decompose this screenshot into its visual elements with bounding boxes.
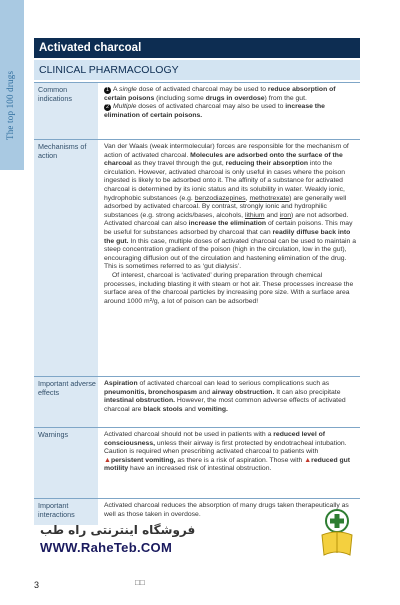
row-label: Common indications — [34, 83, 98, 139]
warning-triangle-icon: ▲ — [104, 456, 111, 464]
footer-glyph: □□ — [135, 578, 145, 587]
row-interactions — [34, 498, 360, 525]
warning-triangle-icon: ▲ — [304, 456, 312, 464]
bullet-two-icon: 2 — [105, 104, 110, 111]
row-content: Aspiration of activated charcoal can lead to serious complications such as pneumonitis, bronchospasm and airway obstruction. It can also precipitate intestinal obstruction. However, the most common adverse effects of activated charcoal are black stools and vomiting. — [104, 380, 346, 413]
row-content: Activated charcoal should not be used in patients with a reduced level of consciousness, unless their airway is first protected by endotracheal intubation. Caution is required when prescribing activated charcoal to patients with ▲persistent vomiting, as there is a risk of aspiration. Those with ▲reduced gut motility have an increased risk of intestinal obstruction. — [104, 431, 351, 473]
row-common-indications — [34, 82, 360, 139]
row-content: Van der Waals (weak intermolecular) forces are responsible for the mechanism of action of activated charcoal. Molecules are adsorbed onto the surface of the charcoal as they travel through the gut, reducing their absorption into the circulation. However, activated charcoal is only useful in cases where the poison ingested is likely to be adsorbed onto it. The affinity of a substance for activated charcoal is determined by its ionic status and its solubility in water. Weakly ionic, hydrophobic substances (e.g. benzodiazepines, methotrexate) are generally well adsorbed by activated charcoal. By contrast, strongly ionic and hydrophilic substances (e.g. strong acids/bases, alcohols, lithium and iron) are not adsorbed. Activated charcoal can also increase the elimination of certain poisons. This may be useful for substances adsorbed by charcoal that can readily diffuse back into the gut. In this case, multiple doses of activated charcoal can be used to maintain a steep concentration gradient of the poison (high in the circulation, low in the gut), encouraging diffusion out of the circulation and hastening elimination of the drug. This is sometimes referred to as ‘gut dialysis’. Of interest, charcoal is ‘activated’ during preparation through chemical processes, including blasting it with steam or hot air. These processes increase the surface area of the charcoal particles by increasing pore size. With a surface area around 1000 m²/g, a lot of poison can be adsorbed! — [104, 143, 356, 305]
page-number: 3 — [34, 580, 40, 590]
row-mechanisms — [34, 139, 360, 376]
link-benzodiazepines[interactable]: benzodiazepines — [194, 194, 246, 202]
link-iron[interactable]: iron — [279, 211, 292, 219]
watermark-persian-text: فروشگاه اینترنتی راه طب — [40, 523, 196, 537]
watermark-url: WWW.RaheTeb.COM — [40, 540, 173, 555]
row-content: Activated charcoal reduces the absorption of many drugs taken therapeutically as well as those taken in overdose. — [104, 502, 349, 518]
link-methotrexate[interactable]: methotrexate — [249, 194, 290, 202]
row-label: Important interactions — [34, 499, 98, 525]
link-lithium[interactable]: lithium — [244, 211, 265, 219]
monograph-table — [34, 82, 360, 525]
row-label: Warnings — [34, 428, 98, 498]
row-warnings — [34, 427, 360, 498]
row-adverse-effects — [34, 376, 360, 427]
side-label: The top 100 drugs — [5, 70, 15, 140]
bullet-one-icon: 1 — [105, 87, 110, 93]
section-heading: CLINICAL PHARMACOLOGY — [34, 60, 360, 80]
row-label: Important adverse effects — [34, 377, 98, 427]
watermark — [36, 523, 366, 565]
medical-logo-icon — [316, 505, 358, 559]
row-label: Mechanisms of action — [34, 140, 98, 376]
drug-title: Activated charcoal — [34, 38, 360, 58]
row-content: 1 A single dose of activated charcoal may be used to reduce absorption of certain poisons (including some drugs in overdose) from the gut. 2 Multiple doses of activated charcoal may also be used to increase the elimination of certain poisons. — [104, 86, 336, 119]
